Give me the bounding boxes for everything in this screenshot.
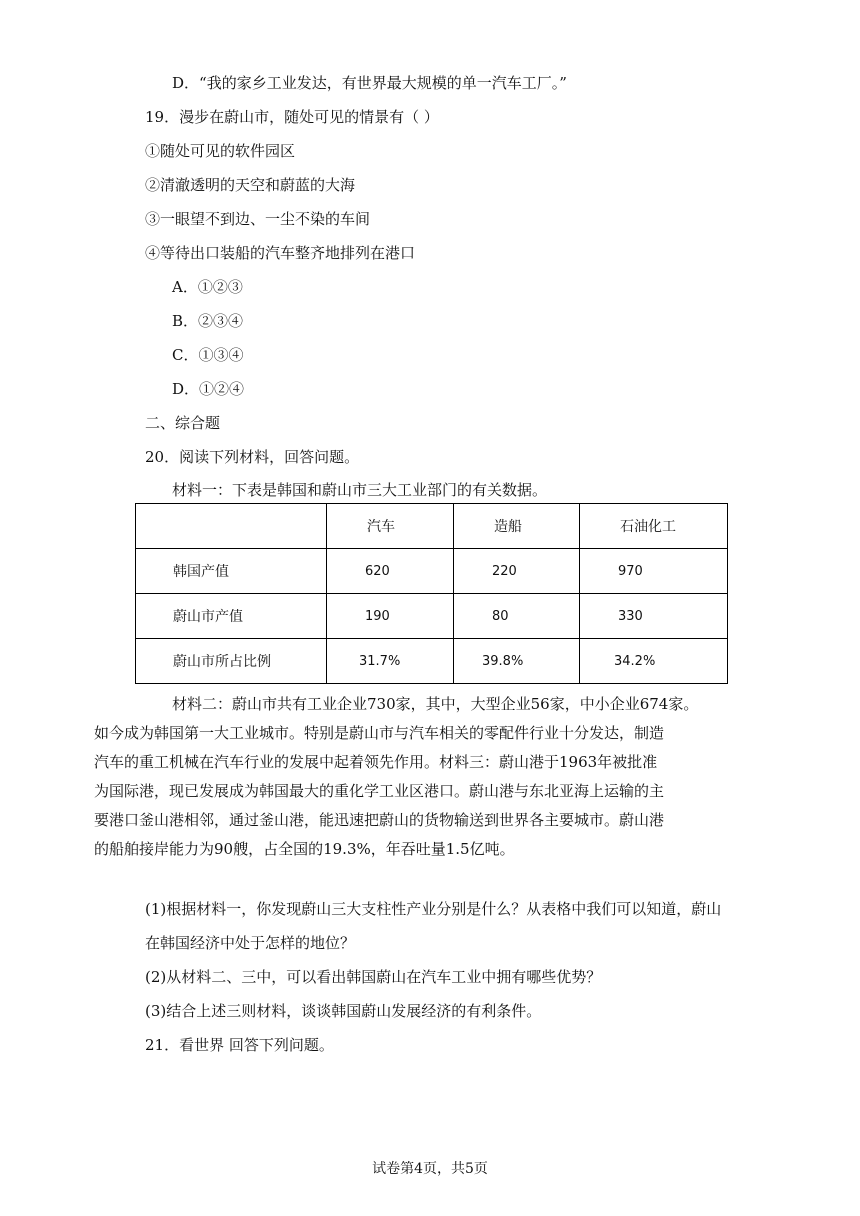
q19-item-3: ③一眼望不到边、一尘不染的车间: [145, 210, 371, 228]
section-title: 二、综合题: [145, 414, 221, 432]
table-cell: 330: [580, 594, 728, 639]
table-cell: 34.2%: [580, 639, 728, 684]
material-line: 为国际港，现已发展成为韩国最大的重化学工业区港口。蔚山港与东北亚海上运输的主: [94, 782, 665, 800]
industry-data-table: [135, 503, 728, 684]
table-row: [136, 549, 728, 594]
table-row: [136, 639, 728, 684]
q19-item-1: ①随处可见的软件园区: [145, 142, 296, 160]
q19-stem: 19．漫步在蔚山市，随处可见的情景有（ ）: [145, 108, 439, 126]
q19-option-a: A．①②③: [172, 278, 243, 296]
table-cell: 蔚山市所占比例: [136, 639, 327, 684]
page-footer: 试卷第4页，共5页: [372, 1161, 488, 1177]
q21-stem: 21．看世界 回答下列问题。: [145, 1036, 334, 1054]
q20-material23: [94, 690, 728, 864]
table-cell: 970: [580, 549, 728, 594]
q19-option-b: B．②③④: [172, 312, 244, 330]
q19-item-4: ④等待出口装船的汽车整齐地排列在港口: [145, 244, 416, 262]
material-line: 材料二：蔚山市共有工业企业730家，其中，大型企业56家，中小企业674家。: [172, 695, 699, 713]
q20-sub3: (3)结合上述三则材料，谈谈韩国蔚山发展经济的有利条件。: [145, 1002, 542, 1020]
q20-material1: 材料一：下表是韩国和蔚山市三大工业部门的有关数据。: [172, 481, 548, 499]
q20-sub2: (2)从材料二、三中，可以看出韩国蔚山在汽车工业中拥有哪些优势？: [145, 968, 602, 986]
material-line: 如今成为韩国第一大工业城市。特别是蔚山市与汽车相关的零配件行业十分发达，制造: [94, 724, 665, 742]
q19-item-2: ②清澈透明的天空和蔚蓝的大海: [145, 176, 356, 194]
table-header-cell: 造船: [454, 504, 580, 549]
table-header-cell: 石油化工: [580, 504, 728, 549]
q20-stem: 20．阅读下列材料，回答问题。: [145, 448, 360, 466]
table-header-cell: 汽车: [327, 504, 454, 549]
table-header-cell: [136, 504, 327, 549]
table-header-row: [136, 504, 728, 549]
table-cell: 220: [454, 549, 580, 594]
table-cell: 190: [327, 594, 454, 639]
q20-sub1-line2: 在韩国经济中处于怎样的地位？: [145, 934, 356, 952]
q18-option-d: D．“我的家乡工业发达，有世界最大规模的单一汽车工厂。”: [172, 74, 567, 92]
material-line: 的船舶接岸能力为90艘，占全国的19.3%，年吞吐量1.5亿吨。: [94, 840, 515, 858]
q20-sub1-line1: (1)根据材料一，你发现蔚山三大支柱性产业分别是什么？从表格中我们可以知道，蔚山: [145, 900, 722, 918]
table-cell: 39.8%: [454, 639, 580, 684]
table-cell: 蔚山市产值: [136, 594, 327, 639]
material-line: 要港口釜山港相邻，通过釜山港，能迅速把蔚山的货物输送到世界各主要城市。蔚山港: [94, 811, 665, 829]
table-cell: 80: [454, 594, 580, 639]
table-row: [136, 594, 728, 639]
q19-option-d: D．①②④: [172, 380, 245, 398]
table-cell: 620: [327, 549, 454, 594]
material-line: 汽车的重工机械在汽车行业的发展中起着领先作用。材料三：蔚山港于1963年被批准: [94, 753, 658, 771]
table-cell: 31.7%: [327, 639, 454, 684]
table-cell: 韩国产值: [136, 549, 327, 594]
q19-option-c: C．①③④: [172, 346, 244, 364]
